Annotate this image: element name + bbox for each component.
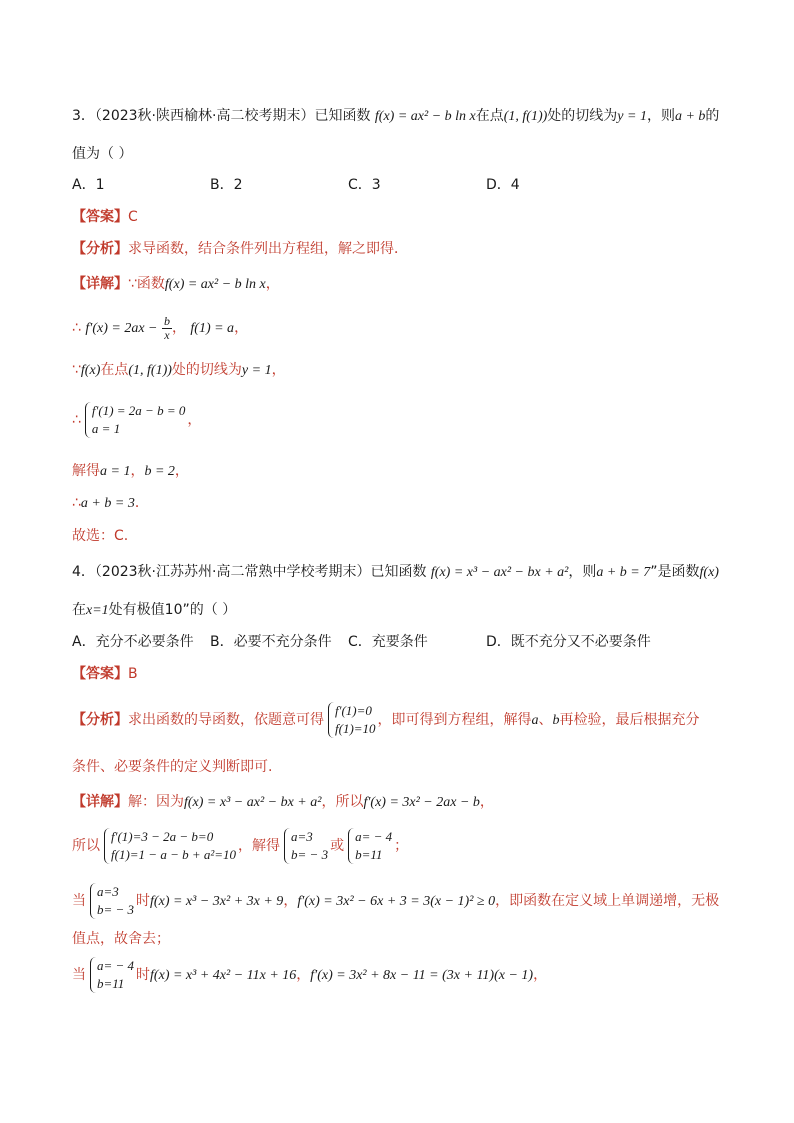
detail-tag: 【详解】	[72, 276, 128, 292]
q3-stem-text: 已知函数	[314, 108, 371, 124]
q4-analysis-text: 、	[538, 712, 553, 728]
q3-option-a[interactable]: A．1	[72, 177, 105, 193]
q4-detail-text: ；	[394, 838, 409, 854]
q4-detail-math: f(x) = x³ − 3x² + 3x + 9	[150, 894, 284, 909]
q4-stem-math: x=1	[86, 603, 109, 618]
q4-option-b[interactable]: B．必要不充分条件	[210, 634, 332, 650]
q3-detail-text: 处的切线为	[171, 362, 242, 378]
q4-detail-text: ，所以	[321, 794, 364, 810]
q4-analysis-line2: 条件、必要条件的定义判断即可.	[72, 759, 273, 775]
q4-option-a[interactable]: A．充分不必要条件	[72, 634, 194, 650]
q4-case-1a: a=3	[97, 884, 119, 899]
q3-derivative: f′(x) = 2ax −	[85, 321, 158, 336]
q4-detail-math: f′(x) = 3x² − 2ax − b	[363, 795, 480, 810]
q3-answer-value: C	[128, 209, 138, 225]
q3-detail-7: 故选：C.	[72, 528, 129, 544]
q4-fx: f(x)	[699, 565, 719, 580]
q4-stem-text: ，则	[568, 564, 597, 580]
q3-options	[72, 175, 722, 195]
q4-detail-math: f′(x) = 3x² − 6x + 3 = 3(x − 1)² ≥ 0	[297, 894, 496, 909]
q4-analysis-text: 再检验，最后根据充分	[559, 712, 700, 728]
q4-detail-math: f′(x) = 3x² + 8x − 11 = (3x + 11)(x − 1)	[310, 968, 534, 983]
q3-detail-text: ∵函数	[128, 276, 165, 292]
q3-detail-text: 在点	[100, 362, 129, 378]
q3-detail-text: ，	[130, 463, 145, 479]
q3-ask: a + b	[674, 109, 706, 124]
q4-answer	[72, 664, 138, 684]
q3-detail-5	[72, 461, 189, 482]
q4-detail-text: ，	[296, 967, 311, 983]
q4-detail-text: 解：因为	[128, 794, 184, 810]
q3-f1: f(1) = a	[190, 321, 235, 336]
q3-detail-func: f(x) = ax² − b ln x	[164, 277, 266, 292]
q3-system	[85, 402, 185, 438]
q3-detail-text: ，	[174, 463, 189, 479]
q4-analysis-text: 求出函数的导函数，依题意可得	[128, 712, 324, 728]
q4-analysis-system	[328, 702, 376, 738]
q4-condition: a + b = 7	[596, 565, 651, 580]
q3-stem-text: 处的切线为	[547, 108, 618, 124]
q3-source: （2023秋·陕西榆林·高二校考期末）	[94, 108, 315, 124]
q3-detail-math: (1, f(1))	[128, 363, 172, 378]
q3-detail-math: a + b = 3	[80, 496, 135, 511]
q4-detail-math: f(x) = x³ − ax² − bx + a²	[184, 795, 322, 810]
q4-function: f(x) = x³ − ax² − bx + a²	[430, 565, 569, 580]
q3-detail-1	[72, 274, 280, 295]
q4-source: （2023秋·江苏苏州·高二常熟中学校考期末）	[94, 564, 371, 580]
q4-detail-text: 时	[136, 967, 151, 983]
q3-frac-den: x	[164, 327, 170, 342]
answer-tag: 【答案】	[72, 666, 128, 682]
q4-detail-3	[72, 881, 719, 922]
answer-tag: 【答案】	[72, 209, 128, 225]
q4-detail-3-line2: 值点，故舍去；	[72, 931, 170, 947]
q4-option-c[interactable]: C．充要条件	[348, 634, 428, 650]
q3-detail-math: f(x)	[80, 363, 101, 378]
q4-case-2	[90, 957, 134, 993]
q4-detail-text: ，	[479, 794, 494, 810]
q4-detail-text: 时	[136, 893, 151, 909]
q4-detail-text: 当	[72, 967, 86, 983]
q3-detail-text: 解得	[72, 463, 100, 479]
q4-solution-1b: b= − 3	[291, 847, 329, 862]
q3-answer	[72, 207, 138, 227]
q3-stem-text: ，则	[646, 108, 675, 124]
q4-detail-math: f(x) = x³ + 4x² − 11x + 16	[150, 968, 297, 983]
q3-detail-text: ，	[187, 412, 202, 428]
q4-analysis-math: a	[531, 713, 539, 728]
q4-case-2b: b=11	[97, 976, 125, 991]
q4-detail-4	[72, 955, 547, 996]
q4-detail-eq1: f′(1)=3 − 2a − b=0	[111, 829, 214, 844]
detail-tag: 【详解】	[72, 794, 128, 810]
q4-detail-text: ，解得	[238, 838, 281, 854]
q3-detail-text: ∴	[72, 495, 81, 511]
q4-analysis-math: b	[552, 713, 560, 728]
q4-detail-text: 当	[72, 893, 86, 909]
q4-stem-text: ”是函数	[650, 564, 700, 580]
q4-number: 4．	[72, 564, 95, 580]
analysis-tag: 【分析】	[72, 712, 128, 728]
q4-solution-2b: b=11	[355, 847, 383, 862]
analysis-tag: 【分析】	[72, 241, 128, 257]
q3-detail-text: ，	[171, 320, 186, 336]
q4-detail-text: ，	[533, 967, 548, 983]
q4-detail-2	[72, 826, 408, 866]
q3-detail-text: ∵	[72, 362, 81, 378]
q4-detail-text: 或	[330, 838, 345, 854]
q4-stem-text: 在	[72, 602, 86, 618]
q4-analysis-text: ，即可得到方程组，解得	[377, 712, 532, 728]
q3-system-eq2: a = 1	[91, 421, 121, 436]
q3-option-d[interactable]: D．4	[486, 177, 520, 193]
q4-detail-system	[104, 828, 236, 864]
q3-detail-6	[72, 493, 149, 514]
q4-solution-1	[284, 828, 328, 864]
q3-detail-text: ∴	[72, 320, 81, 336]
q3-system-eq1: f′(1) = 2a − b = 0	[91, 403, 186, 418]
q3-number: 3．	[72, 108, 95, 124]
q3-detail-3	[72, 360, 286, 381]
q4-detail-eq2: f(1)=1 − a − b + a²=10	[111, 847, 237, 862]
q3-fraction	[162, 315, 172, 342]
q4-stem-line1	[72, 562, 719, 583]
q3-point: (1, f(1))	[503, 109, 548, 124]
q3-detail-text: ，	[265, 276, 280, 292]
q3-detail-4	[72, 400, 201, 440]
q3-detail-text: ，	[234, 320, 249, 336]
q3-frac-num: b	[163, 313, 170, 328]
q4-stem-text: 处有极值10”的（ ）	[108, 602, 237, 618]
q4-stem-text: 已知函数	[370, 564, 427, 580]
q4-detail-text: 所以	[72, 838, 100, 854]
q4-case-1b: b= − 3	[97, 902, 135, 917]
q3-function: f(x) = ax² − b ln x	[374, 109, 476, 124]
q4-detail-1	[72, 792, 494, 813]
q3-detail-text: ∴	[72, 412, 81, 428]
q4-solution-2	[348, 828, 392, 864]
q3-detail-math: a = 1	[100, 464, 131, 479]
q4-stem-line2	[72, 600, 236, 621]
q4-solution-2a: a= − 4	[355, 829, 393, 844]
q3-detail-text: ．	[134, 495, 149, 511]
q4-analysis-eq1: f′(1)=0	[335, 703, 372, 718]
q4-detail-text: ，	[283, 893, 298, 909]
q3-option-c[interactable]: C．3	[348, 177, 381, 193]
q4-solution-1a: a=3	[291, 829, 313, 844]
q3-detail-2	[72, 314, 248, 343]
q4-options	[72, 632, 722, 652]
q3-option-b[interactable]: B．2	[210, 177, 243, 193]
q4-option-d[interactable]: D．既不充分又不必要条件	[486, 634, 651, 650]
q4-analysis-eq2: f(1)=10	[335, 721, 376, 736]
q4-answer-value: B	[128, 666, 138, 682]
q3-tangent: y = 1	[617, 109, 647, 124]
q3-stem-text: 在点	[475, 108, 504, 124]
q3-analysis-text: 求导函数，结合条件列出方程组，解之即得．	[128, 241, 408, 257]
q4-case-1	[90, 883, 134, 919]
q3-stem-line1	[72, 106, 719, 127]
q4-case-2a: a= − 4	[97, 958, 135, 973]
q3-detail-math: b = 2	[144, 464, 175, 479]
q3-detail-math: y = 1	[241, 363, 272, 378]
q4-analysis	[72, 700, 700, 741]
q3-stem-text: 的	[705, 108, 720, 124]
q3-detail-text: ，	[271, 362, 286, 378]
q4-detail-text: ，即函数在定义域上单调递增，无极	[495, 893, 720, 909]
q3-stem-line2: 值为（ ）	[72, 146, 133, 162]
q3-analysis	[72, 239, 408, 259]
